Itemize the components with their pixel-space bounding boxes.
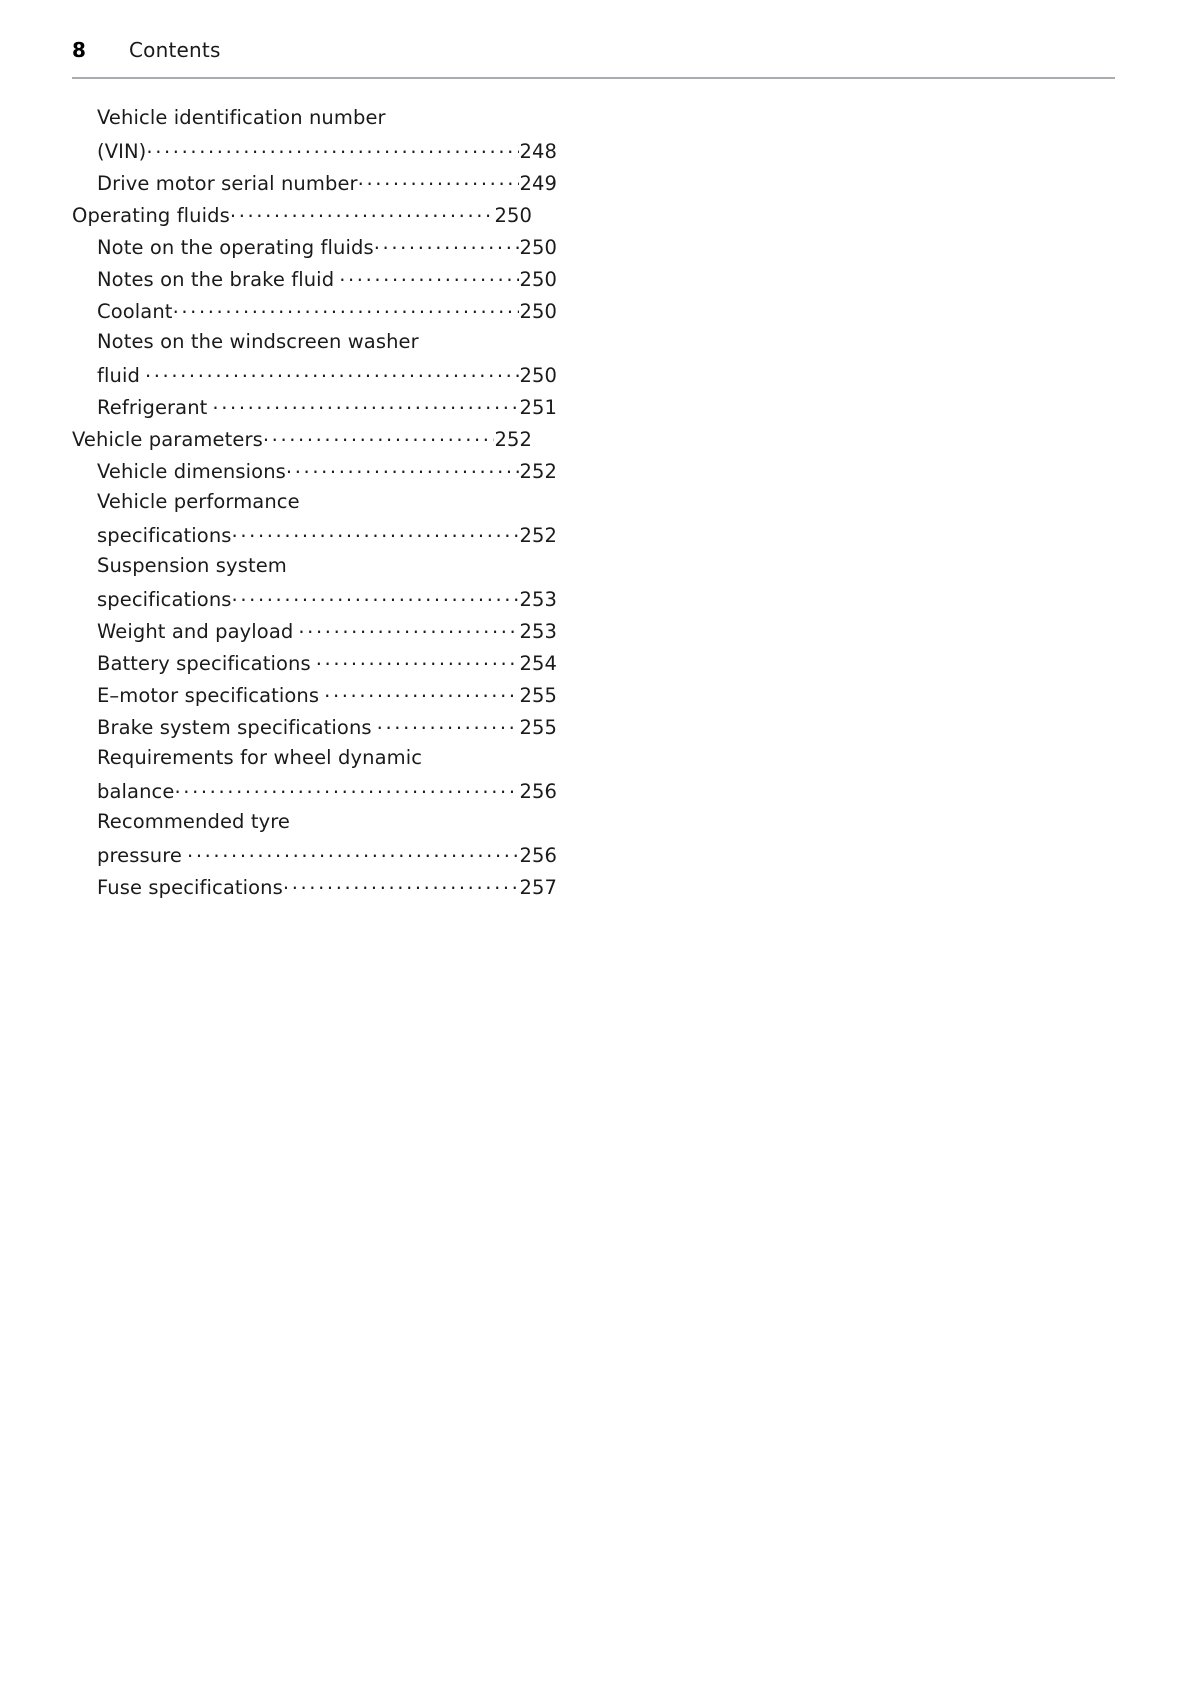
toc-entry[interactable]: [72, 170, 557, 202]
toc-entry-line: [72, 298, 557, 330]
toc-entry[interactable]: [72, 650, 557, 682]
toc-entry-page-number: 256: [519, 779, 557, 803]
toc-entry-page-number: 252: [519, 459, 557, 483]
toc-entry-label: pressure: [97, 843, 183, 867]
toc-entry[interactable]: [72, 746, 557, 810]
toc-entry-label: Refrigerant: [97, 395, 208, 419]
dot-leader: [286, 458, 520, 478]
dot-leader: [263, 426, 495, 446]
toc-entry[interactable]: [72, 682, 557, 714]
toc-entry[interactable]: [72, 490, 557, 554]
dot-leader: [174, 778, 519, 798]
toc-entry[interactable]: [72, 618, 557, 650]
toc-entry-page-number: 253: [519, 587, 557, 611]
toc-entry-label: balance: [97, 779, 175, 803]
toc-entry-line: [72, 586, 557, 618]
dot-leader: [283, 874, 520, 894]
dot-leader: [173, 298, 520, 318]
dot-leader: [339, 266, 519, 286]
toc-entry-page-number: 252: [494, 427, 532, 451]
toc-entry-label: Battery specifications: [97, 651, 311, 675]
toc-entry-page-number: 257: [519, 875, 557, 899]
toc-entry-page-number: 248: [519, 139, 557, 163]
toc-entry[interactable]: [72, 554, 557, 618]
toc-entry-line: [72, 746, 557, 778]
toc-entry-page-number: 256: [519, 843, 557, 867]
toc-entry[interactable]: [72, 810, 557, 874]
toc-entry-label: (VIN): [97, 139, 147, 163]
toc-entry[interactable]: [72, 714, 557, 746]
page-number: 8: [72, 38, 86, 62]
toc-entry-line: [72, 458, 557, 490]
toc-entry-label: Brake system specifications: [97, 715, 372, 739]
toc-entry-line: [72, 202, 532, 234]
toc-entry-label: Weight and payload: [97, 619, 294, 643]
toc-entry-line: [72, 362, 557, 394]
page-title: Contents: [129, 38, 221, 62]
toc-entry-line: [72, 234, 557, 266]
toc-entry[interactable]: [72, 458, 557, 490]
toc-entry-label: Suspension system: [97, 554, 287, 577]
toc-entry-page-number: 249: [519, 171, 557, 195]
toc-entry-line: [72, 810, 557, 842]
dot-leader: [230, 202, 495, 222]
toc-entry-label: Vehicle parameters: [72, 427, 263, 451]
dot-leader: [212, 394, 519, 414]
dot-leader: [377, 714, 520, 734]
page-header: [72, 40, 1120, 60]
toc-entry-line: [72, 490, 557, 522]
toc-entry[interactable]: [72, 426, 532, 458]
dot-leader: [187, 842, 519, 862]
toc-entry[interactable]: [72, 106, 557, 170]
dot-leader: [298, 618, 519, 638]
toc-entry-label: specifications: [97, 587, 232, 611]
toc-entry[interactable]: [72, 202, 532, 234]
toc-entry-label: Coolant: [97, 299, 173, 323]
toc-entry-label: Vehicle identification number: [97, 106, 386, 129]
toc-entry-page-number: 250: [519, 299, 557, 323]
toc-entry-line: [72, 778, 557, 810]
dot-leader: [146, 138, 519, 158]
toc-entry-page-number: 250: [519, 267, 557, 291]
toc-entry-label: Notes on the brake fluid: [97, 267, 335, 291]
toc-entry-line: [72, 618, 557, 650]
toc-entry-line: [72, 330, 557, 362]
toc-entry-label: Fuse specifications: [97, 875, 283, 899]
toc-entry-line: [72, 522, 557, 554]
toc-entry-label: Requirements for wheel dynamic: [97, 746, 423, 769]
toc-entry-label: Note on the operating fluids: [97, 235, 374, 259]
toc-entry-label: fluid: [97, 363, 140, 387]
table-of-contents: [72, 106, 557, 906]
dot-leader: [232, 586, 520, 606]
toc-entry-label: Vehicle performance: [97, 490, 300, 513]
toc-entry-line: [72, 170, 557, 202]
toc-entry[interactable]: [72, 330, 557, 394]
toc-entry-line: [72, 650, 557, 682]
toc-entry-line: [72, 874, 557, 906]
toc-entry-label: E–motor specifications: [97, 683, 320, 707]
toc-entry-page-number: 253: [519, 619, 557, 643]
toc-entry-line: [72, 138, 557, 170]
header-divider: [72, 77, 1115, 79]
toc-entry-label: specifications: [97, 523, 232, 547]
dot-leader: [374, 234, 520, 254]
toc-entry-label: Notes on the windscreen washer: [97, 330, 419, 353]
toc-entry-line: [72, 682, 557, 714]
toc-entry-line: [72, 266, 557, 298]
dot-leader: [145, 362, 520, 382]
toc-entry-label: Drive motor serial number: [97, 171, 358, 195]
toc-entry[interactable]: [72, 266, 557, 298]
toc-entry-line: [72, 426, 532, 458]
toc-entry[interactable]: [72, 874, 557, 906]
toc-entry[interactable]: [72, 394, 557, 426]
toc-entry-page-number: 250: [494, 203, 532, 227]
dot-leader: [316, 650, 520, 670]
toc-entry-page-number: 254: [519, 651, 557, 675]
toc-entry-page-number: 251: [519, 395, 557, 419]
toc-entry-page-number: 255: [519, 683, 557, 707]
toc-entry-page-number: 250: [519, 363, 557, 387]
toc-entry-page-number: 250: [519, 235, 557, 259]
toc-entry-page-number: 252: [519, 523, 557, 547]
dot-leader: [232, 522, 520, 542]
toc-entry-line: [72, 714, 557, 746]
toc-entry-label: Operating fluids: [72, 203, 230, 227]
toc-entry-line: [72, 106, 557, 138]
toc-entry-line: [72, 842, 557, 874]
toc-entry[interactable]: [72, 298, 557, 330]
toc-entry-label: Recommended tyre: [97, 810, 290, 833]
toc-entry-label: Vehicle dimensions: [97, 459, 286, 483]
dot-leader: [324, 682, 519, 702]
toc-entry-line: [72, 394, 557, 426]
toc-entry-line: [72, 554, 557, 586]
toc-entry-page-number: 255: [519, 715, 557, 739]
dot-leader: [358, 170, 520, 190]
toc-entry[interactable]: [72, 234, 557, 266]
